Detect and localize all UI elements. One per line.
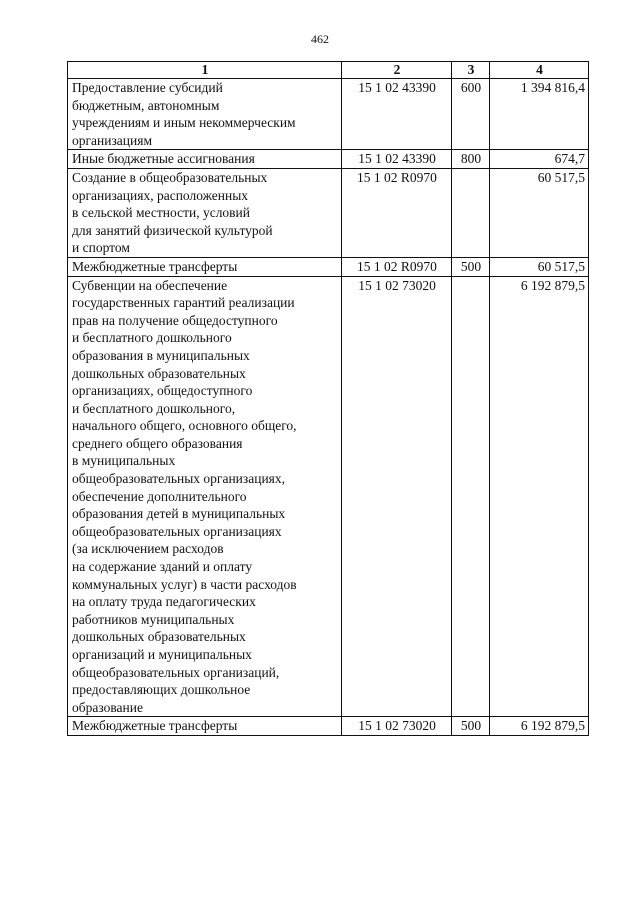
- table-body: [68, 79, 589, 736]
- expense-name-line: и бесплатного дошкольного,: [72, 400, 236, 416]
- target-article-code-cell: 15 1 02 R0970: [342, 257, 452, 276]
- expense-name-line: Межбюджетные трансферты: [72, 258, 238, 274]
- expense-name-line: Субвенции на обеспечение: [72, 277, 228, 293]
- expense-name-line: образования детей в муниципальных: [72, 506, 286, 522]
- table-header-row: [68, 62, 589, 79]
- expense-name-line: предоставляющих дошкольное: [72, 682, 251, 698]
- amount-cell: 674,7: [490, 150, 589, 169]
- expense-name-line: общеобразовательных организаций,: [72, 664, 280, 680]
- expense-name-line: Иные бюджетные ассигнования: [72, 151, 255, 167]
- expense-name-line: организациям: [72, 132, 153, 148]
- column-header-code: 2: [342, 62, 452, 79]
- expense-name-line: на содержание зданий и оплату: [72, 559, 253, 575]
- expense-name-line: коммунальных услуг) в части расходов: [72, 576, 297, 592]
- expense-name-line: для занятий физической культурой: [72, 222, 273, 238]
- amount-cell: 6 192 879,5: [490, 276, 589, 717]
- expense-name-cell: [68, 257, 342, 276]
- target-article-code-cell: 15 1 02 43390: [342, 79, 452, 150]
- expense-name-line: на оплату труда педагогических: [72, 594, 256, 610]
- expense-name-line: дошкольных образовательных: [72, 629, 246, 645]
- expense-name-line: работников муниципальных: [72, 611, 235, 627]
- expense-type-cell: [452, 276, 490, 717]
- expense-name-line: Межбюджетные трансферты: [72, 718, 238, 734]
- amount-cell: 1 394 816,4: [490, 79, 589, 150]
- expense-name-line: дошкольных образовательных: [72, 365, 246, 381]
- column-header-amount: 4: [490, 62, 589, 79]
- expense-name-line: общеобразовательных организациях: [72, 523, 282, 539]
- expense-type-cell: 500: [452, 717, 490, 736]
- expense-name-line: обеспечение дополнительного: [72, 488, 247, 504]
- expense-name-cell: [68, 168, 342, 257]
- expense-name-line: образование: [72, 699, 143, 715]
- expense-name-line: (за исключением расходов: [72, 541, 224, 557]
- expense-name-line: прав на получение общедоступного: [72, 312, 278, 328]
- budget-table: [67, 61, 589, 736]
- table-row: [68, 168, 589, 257]
- expense-name-cell: [68, 150, 342, 169]
- expense-type-cell: 800: [452, 150, 490, 169]
- target-article-code-cell: 15 1 02 43390: [342, 150, 452, 169]
- expense-type-cell: [452, 168, 490, 257]
- page-number: 462: [311, 32, 329, 46]
- expense-name-line: Создание в общеобразовательных: [72, 169, 268, 185]
- expense-name-line: общеобразовательных организациях,: [72, 471, 286, 487]
- table-row: [68, 257, 589, 276]
- expense-name-cell: [68, 79, 342, 150]
- expense-name-line: учреждениям и иным некоммерческим: [72, 115, 296, 131]
- expense-name-line: среднего общего образования: [72, 435, 243, 451]
- amount-cell: 60 517,5: [490, 257, 589, 276]
- expense-name-line: начального общего, основного общего,: [72, 418, 297, 434]
- expense-name-cell: [68, 717, 342, 736]
- expense-name-line: в муниципальных: [72, 453, 176, 469]
- table-row: [68, 276, 589, 717]
- column-header-name: 1: [68, 62, 342, 79]
- expense-name-line: организациях, расположенных: [72, 187, 249, 203]
- table-row: [68, 717, 589, 736]
- target-article-code-cell: 15 1 02 73020: [342, 276, 452, 717]
- expense-name-line: Предоставление субсидий: [72, 80, 223, 95]
- expense-name-line: организаций и муниципальных: [72, 647, 252, 662]
- expense-name-cell: [68, 276, 342, 717]
- target-article-code-cell: 15 1 02 73020: [342, 717, 452, 736]
- expense-type-cell: 500: [452, 257, 490, 276]
- expense-name-line: организациях, общедоступного: [72, 383, 253, 399]
- target-article-code-cell: 15 1 02 R0970: [342, 168, 452, 257]
- table-row: [68, 150, 589, 169]
- expense-name-line: и бесплатного дошкольного: [72, 330, 232, 346]
- expense-name-line: государственных гарантий реализации: [72, 295, 295, 311]
- amount-cell: 6 192 879,5: [490, 717, 589, 736]
- expense-name-line: в сельской местности, условий: [72, 205, 250, 221]
- table-row: [68, 79, 589, 150]
- expense-name-line: образования в муниципальных: [72, 347, 250, 363]
- expense-name-line: и спортом: [72, 240, 130, 256]
- expense-type-cell: 600: [452, 79, 490, 150]
- amount-cell: 60 517,5: [490, 168, 589, 257]
- expense-name-line: бюджетным, автономным: [72, 97, 220, 113]
- column-header-type: 3: [452, 62, 490, 79]
